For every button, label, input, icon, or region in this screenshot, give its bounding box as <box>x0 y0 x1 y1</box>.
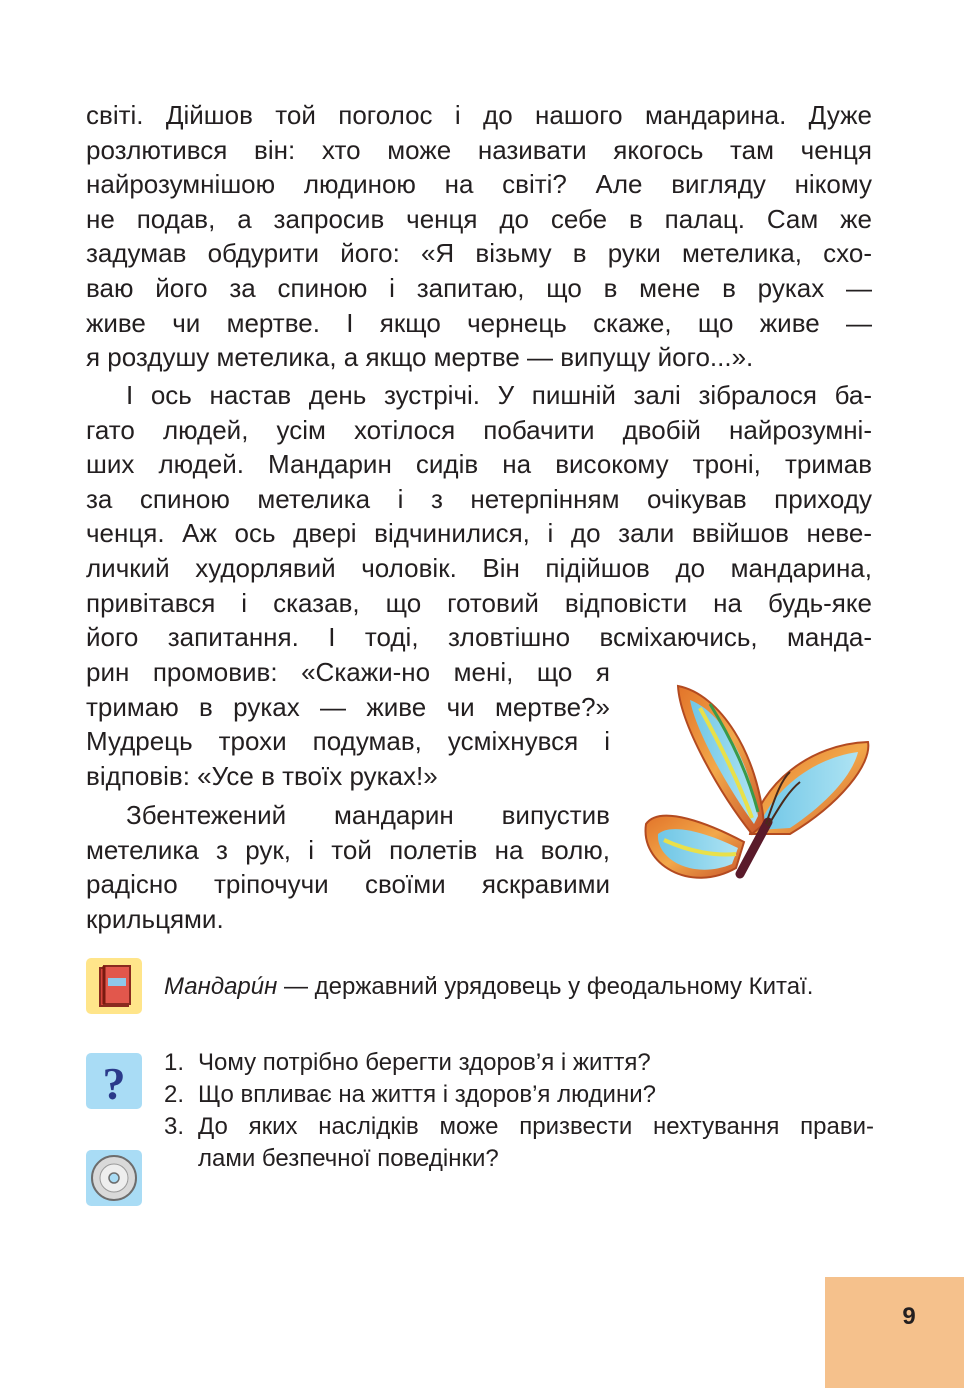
question-text: До яких наслідків може призвести нехтування прави- <box>198 1113 874 1140</box>
butterfly-icon <box>640 684 876 894</box>
paragraph-2 <box>86 378 872 655</box>
text-line: І ось настав день зустрічі. У пишній залі зібралося ба- <box>126 380 872 410</box>
glossary-definition: — державний урядовець у феодальному Китаї. <box>277 973 814 1000</box>
text-line: Мудрець трохи подумав, усміхнувся і <box>86 726 610 757</box>
page-number-tab <box>825 1277 964 1388</box>
text-line: розлютився він: хто може називати якогось там ченця <box>86 134 872 165</box>
text-line: метелика з рук, і той полетів на волю, <box>86 834 610 865</box>
page-number: 9 <box>902 1303 916 1330</box>
text-line: рин промовив: «Скажи-но мені, що я <box>86 657 610 687</box>
question-item <box>164 1111 874 1175</box>
text-line: привітався і сказав, що готовий відповісти на будь-яке <box>86 587 872 618</box>
text-line: його запитання. І тоді, зловтішно всміхаючись, манда- <box>86 622 872 653</box>
glossary-note <box>164 970 874 1004</box>
question-text: Що впливає на життя і здоров’я людини? <box>198 1081 656 1108</box>
text-line: гато людей, усім хотілося побачити двобій найрозумні- <box>86 414 872 445</box>
paragraph-1 <box>86 98 872 375</box>
text-line: не подав, а запросив ченця до себе в палац. Сам же <box>86 203 872 234</box>
question-item <box>164 1079 874 1111</box>
question-number: 3. <box>164 1113 185 1140</box>
text-line: ченця. Аж ось двері відчинилися, і до зали ввійшов неве- <box>86 518 872 549</box>
paragraph-2-continued <box>86 655 610 793</box>
question-number: 2. <box>164 1081 185 1108</box>
question-text: лами безпечної поведінки? <box>198 1145 499 1172</box>
paragraph-3 <box>86 798 610 936</box>
text-line: відповів: «Усе в твоїх руках!» <box>86 760 438 791</box>
questions-list <box>164 1047 874 1175</box>
text-line: ших людей. Мандарин сидів на високому троні, тримав <box>86 449 872 480</box>
text-line: я роздушу метелика, а якщо мертве — випущу його...». <box>86 342 754 373</box>
text-line: за спиною метелика і з нетерпінням очікував приходу <box>86 483 872 514</box>
question-item <box>164 1047 874 1079</box>
text-line: найрозумнішою людиною на світі? Але вигляду нікому <box>86 169 872 200</box>
question-number: 1. <box>164 1049 185 1076</box>
text-line: задумав обдурити його: «Я візьму в руки метелика, схо- <box>86 238 872 269</box>
text-line: світі. Дійшов той поголос і до нашого мандарина. Дуже <box>86 100 872 130</box>
question-text: Чому потрібно берегти здоров’я і життя? <box>198 1049 651 1076</box>
text-line: Збентежений мандарин випустив <box>126 800 610 830</box>
cd-disc-icon <box>86 1150 142 1206</box>
book-icon <box>86 958 142 1014</box>
text-line: радісно тріпочучи своїми яскравими <box>86 869 610 900</box>
text-line: ваю його за спиною і запитаю, що в мене в руках — <box>86 272 872 303</box>
text-line: тримаю в руках — живе чи мертве?» <box>86 691 610 722</box>
text-line: крильцями. <box>86 903 224 934</box>
glossary-term: Мандари́н <box>164 973 278 1000</box>
svg-text:?: ? <box>102 1058 126 1109</box>
text-line: живе чи мертве. І якщо чернець скаже, що живе — <box>86 307 872 338</box>
text-line: личкий худорлявий чоловік. Він підійшов до мандарина, <box>86 552 872 583</box>
question-mark-icon <box>86 1053 142 1109</box>
